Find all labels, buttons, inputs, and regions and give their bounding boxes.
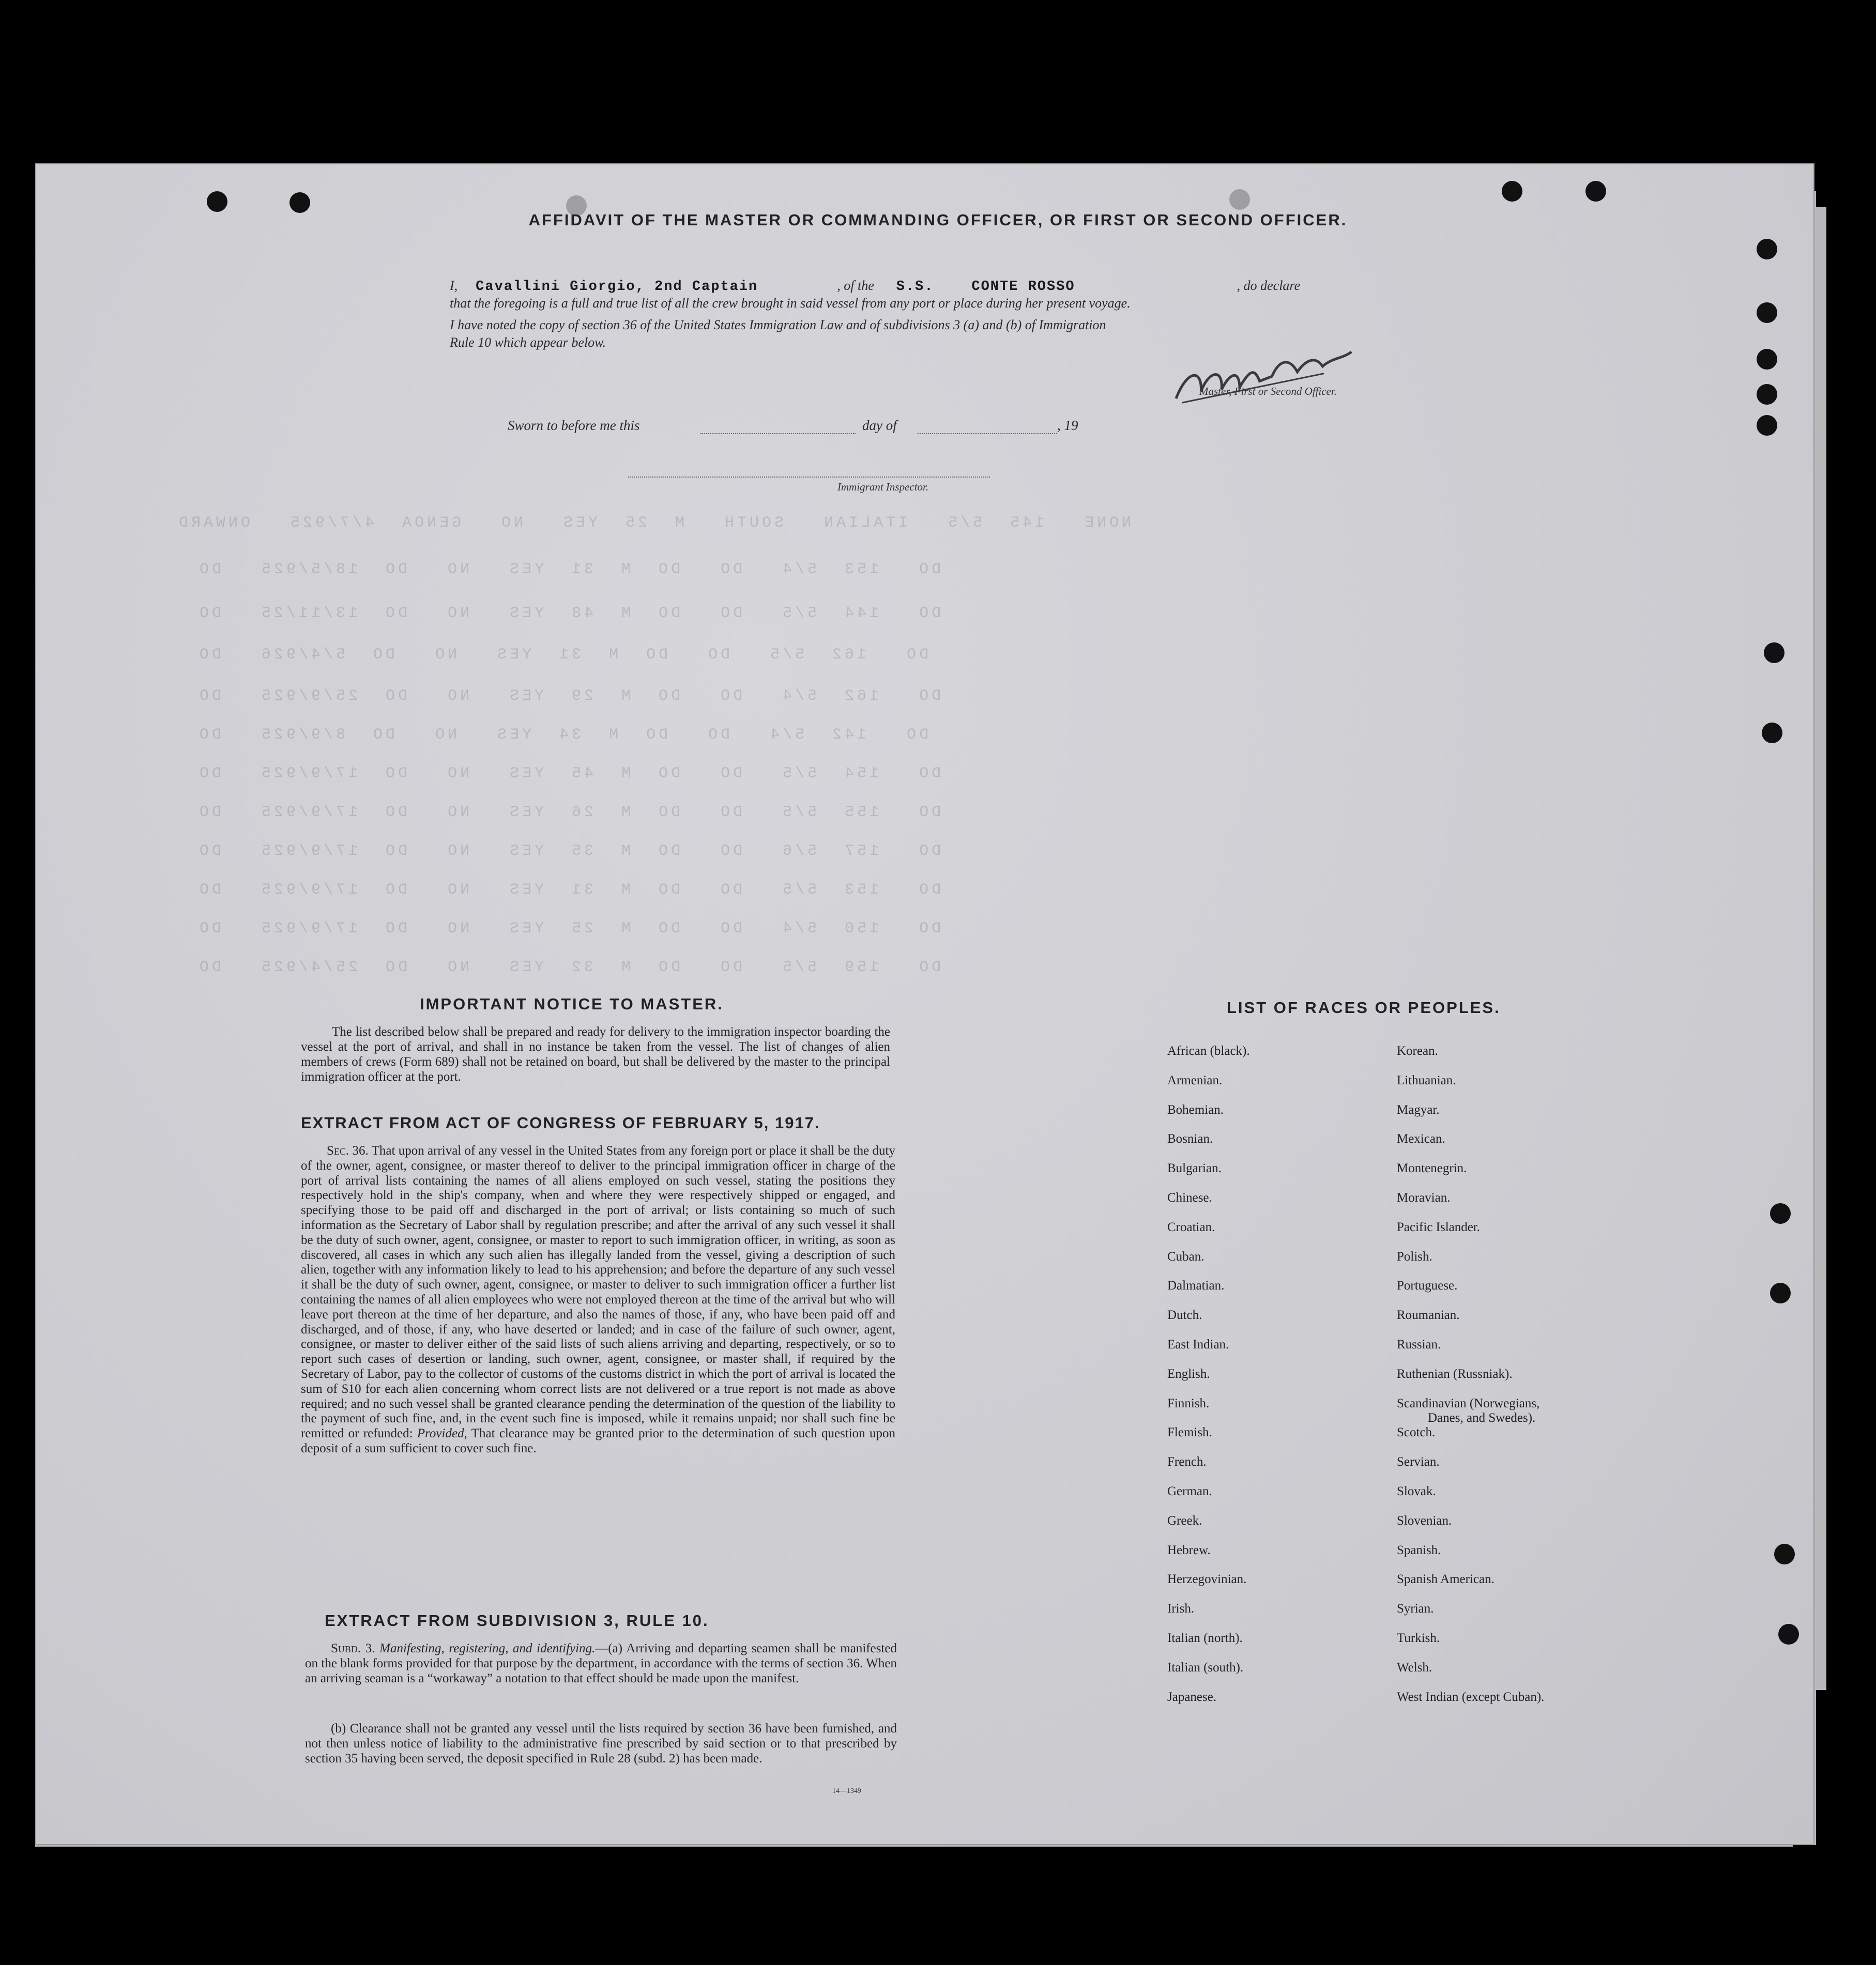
rule-text-a — [305, 1641, 897, 1686]
punch-hole — [1757, 415, 1777, 436]
affidavit-title: AFFIDAVIT OF THE MASTER OR COMMANDING OFFICER, OR FIRST OR SECOND OFFICER. — [528, 211, 1348, 229]
race-item: Cuban. — [1167, 1249, 1204, 1264]
race-item: Herzegovinian. — [1167, 1572, 1247, 1587]
punch-hole — [1770, 1283, 1791, 1303]
declaration-line-3: I have noted the copy of section 36 of the United States Immigration Law and of subdivisions 3 (a) and (b) of Immigration — [450, 317, 1106, 332]
provided-label: Provided, — [417, 1426, 467, 1441]
race-item: Flemish. — [1167, 1425, 1212, 1440]
punch-hole — [1764, 642, 1785, 663]
bleed-through-row: DO 142 5/4 DO DO M 34 YES NO DO 8/9/925 DO — [196, 726, 929, 744]
do-declare-label: , do declare — [1237, 278, 1301, 293]
punch-hole — [1770, 1203, 1791, 1224]
races-left-column — [1167, 1044, 1250, 1719]
race-item: African (black). — [1167, 1044, 1250, 1058]
bleed-through-row: DO 153 5/4 DO DO M 31 YES NO DO 18/5/925 DO — [196, 561, 941, 578]
punch-hole — [1757, 239, 1777, 259]
race-item: Lithuanian. — [1397, 1073, 1456, 1087]
race-item: French. — [1167, 1455, 1207, 1469]
race-item: Scandinavian (Norwegians, — [1397, 1396, 1540, 1410]
punch-hole — [1585, 181, 1606, 202]
officer-name: Cavallini Giorgio, 2nd Captain — [476, 279, 758, 295]
race-item: Magyar. — [1397, 1102, 1440, 1117]
i-prefix: I, — [450, 278, 458, 293]
form-code: 14—1349 — [832, 1787, 861, 1795]
affidavit-declaration — [450, 274, 1432, 355]
race-item: Moravian. — [1397, 1190, 1451, 1205]
punch-hole — [1229, 189, 1250, 210]
race-item: Syrian. — [1397, 1602, 1434, 1616]
race-item: Irish. — [1167, 1602, 1195, 1616]
bleed-through-row: DO 150 5/4 DO DO M 25 YES NO DO 17/9/925 DO — [196, 920, 941, 938]
race-item: Montenegrin. — [1397, 1161, 1467, 1176]
race-item: Greek. — [1167, 1513, 1202, 1528]
notice-text — [301, 1024, 890, 1084]
punch-hole — [1774, 1544, 1795, 1564]
race-item: Mexican. — [1397, 1132, 1445, 1146]
document-page — [35, 163, 1814, 1845]
race-item: West Indian (except Cuban). — [1397, 1690, 1545, 1704]
race-item: Pacific Islander. — [1397, 1220, 1481, 1234]
notice-body: The list described below shall be prepared and ready for delivery to the immigration inspector boarding the vessel at the port of arrival, and shall in no instance be taken from the vessel. The list of changes of alien members of crews (Form 689) shall not be retained on board, but shall be delivered by the master to the principal immigration officer at the port. — [301, 1025, 890, 1084]
rule-text-b — [305, 1721, 897, 1766]
race-item: German. — [1167, 1484, 1212, 1498]
subd-title: Manifesting, registering, and identifying. — [379, 1641, 596, 1655]
day-of-label: day of — [862, 418, 897, 433]
bleed-through-row: DO 155 5/5 DO DO M 26 YES NO DO 17/9/925 DO — [196, 804, 941, 821]
race-item: Scotch. — [1397, 1425, 1436, 1440]
race-item: Croatian. — [1167, 1220, 1215, 1234]
race-item: Turkish. — [1397, 1631, 1440, 1645]
race-item: East Indian. — [1167, 1337, 1229, 1352]
bleed-through-row: DO 154 5/5 DO DO M 45 YES NO DO 17/9/925 DO — [196, 765, 941, 782]
race-item: Korean. — [1397, 1044, 1438, 1058]
provided-text: That clearance may be granted prior to the determination of such question upon deposit of a sum sufficient to cover such fine. — [301, 1426, 895, 1455]
bleed-through-row: DO 157 5/6 DO DO M 35 YES NO DO 17/9/925 DO — [196, 842, 941, 860]
act-body: That upon arrival of any vessel in the United States from any foreign port or place it shall be the duty of the owner, agent, consignee, or master thereof to deliver to the principal immigration officer in charge of the port of arrival lists containing the names of all aliens employed on such vessel, stating the positions they respectively hold in the ship's company, when and where they were respectively shipped or engaged, and specifying those to be paid off and discharged in the port of arrival; or lists containing so much of such information as the Secretary of Labor shall by regulation prescribe; and after the arrival of any such vessel it shall be the duty of such owner, agent, consignee, or master to report to such immigration officer, in writing, as soon as discovered, all cases in which any such alien has illegally landed from the vessel, giving a description of such alien, together with any information likely to lead to his apprehension; and before the departure of any such vessel it shall be the duty of such owner, agent, consignee, or master to deliver to such immigration officer a further list containing the names of all alien employees who were not employed thereon at the time of the arrival but who will leave port thereon at the time of her departure, and also the names of those, if any, who have been paid off and discharged, and of those, if any, who have deserted or landed; and in case of the failure of such owner, agent, consignee, or master to deliver either of the said lists of such aliens arriving and departing, respectively, or so to report such cases of desertion or landing, such owner, agent, consignee, or master shall, if required by the Secretary of Labor, pay to the collector of customs of the customs district in which the port of arrival is located the sum of $10 for each alien concerning whom correct lists are not delivered or a true report is not made as above required; and no such vessel shall be granted clearance pending the determination of the question of the liability to the payment of such fine, and, in the event such fine is imposed, while it remains unpaid; nor shall such fine be remitted or refunded: — [301, 1144, 895, 1441]
notice-heading: IMPORTANT NOTICE TO MASTER. — [420, 995, 724, 1013]
punch-hole — [1778, 1624, 1799, 1645]
signature-caption: Master, First or Second Officer. — [1199, 385, 1337, 397]
sworn-day-line — [700, 433, 856, 434]
subd-label: Subd. 3. — [331, 1641, 375, 1655]
year-label: , 19 — [1057, 418, 1078, 433]
race-item: Dutch. — [1167, 1308, 1202, 1323]
rule-a-body: —(a) Arriving and departing seamen shall be manifested on the blank forms provided for that purpose by the department, in accordance with the terms of section 36. When an arriving seaman is a “workaway” a notation to that effect should be made upon the manifest. — [305, 1641, 897, 1685]
punch-hole — [1762, 723, 1782, 743]
race-item-continued: Danes, and Swedes). — [1428, 1411, 1536, 1425]
vessel-name: S.S. CONTE ROSSO — [896, 279, 1075, 295]
race-item: Russian. — [1397, 1337, 1441, 1352]
race-item: Bohemian. — [1167, 1102, 1224, 1117]
bleed-through-row: DO 159 5/5 DO DO M 32 YES NO DO 25/4/925 DO — [196, 959, 941, 976]
race-item: Ruthenian (Russniak). — [1397, 1367, 1513, 1381]
sworn-month-line — [918, 433, 1057, 434]
race-item: Servian. — [1397, 1455, 1440, 1469]
punch-hole — [207, 191, 227, 212]
punch-hole — [1757, 349, 1777, 370]
bleed-through-row: DO 153 5/5 DO DO M 31 YES NO DO 17/9/925 DO — [196, 881, 941, 899]
race-item: Armenian. — [1167, 1073, 1223, 1087]
rule-heading: EXTRACT FROM SUBDIVISION 3, RULE 10. — [325, 1611, 709, 1630]
punch-hole — [1757, 384, 1777, 405]
races-heading: LIST OF RACES OR PEOPLES. — [1227, 999, 1501, 1017]
race-item: Spanish American. — [1397, 1572, 1494, 1587]
race-item: Portuguese. — [1397, 1279, 1458, 1293]
declaration-line-2: that the foregoing is a full and true list of all the crew brought in said vessel from any port or place during her present voyage. — [450, 296, 1131, 311]
race-item: Italian (north). — [1167, 1631, 1243, 1645]
race-item: Bosnian. — [1167, 1132, 1213, 1146]
act-heading: EXTRACT FROM ACT OF CONGRESS OF FEBRUARY 5, 1917. — [301, 1114, 820, 1132]
bleed-through-row: DO 162 5/4 DO DO M 29 YES NO DO 25/9/925 DO — [196, 687, 941, 705]
punch-hole — [1502, 181, 1522, 202]
race-item: Spanish. — [1397, 1543, 1441, 1557]
inspector-signature-line — [628, 477, 990, 478]
sworn-label: Sworn to before me this — [508, 418, 640, 433]
punch-hole — [1757, 302, 1777, 323]
race-item: Dalmatian. — [1167, 1279, 1225, 1293]
race-item: Welsh. — [1397, 1660, 1432, 1675]
race-item: Bulgarian. — [1167, 1161, 1222, 1176]
race-item: Finnish. — [1167, 1396, 1210, 1410]
race-item: Roumanian. — [1397, 1308, 1460, 1323]
race-item: Polish. — [1397, 1249, 1432, 1264]
act-text — [301, 1144, 895, 1456]
punch-hole — [289, 192, 310, 213]
of-the-label: , of the — [837, 278, 874, 293]
rule-b-body: (b) Clearance shall not be granted any vessel until the lists required by section 36 have been furnished, and not then unless notice of liability to the administrative fine prescribed by said section or to that prescribed by section 35 having been served, the deposit specified in Rule 28 (subd. 2) has been made. — [305, 1722, 897, 1766]
declaration-line-4: Rule 10 which appear below. — [450, 335, 606, 350]
race-item: Italian (south). — [1167, 1660, 1244, 1675]
inspector-caption: Immigrant Inspector. — [837, 481, 929, 493]
section-label: Sec. 36. — [327, 1144, 369, 1158]
race-item: Slovenian. — [1397, 1513, 1452, 1528]
bleed-through-row: DO 162 5/5 DO DO M 31 YES NO DO 5/4/926 DO — [196, 646, 929, 664]
race-item: Japanese. — [1167, 1690, 1217, 1704]
races-right-column — [1397, 1044, 1544, 1719]
race-item: Slovak. — [1397, 1484, 1436, 1498]
race-item: Hebrew. — [1167, 1543, 1211, 1557]
bleed-through-row: NONE 145 5/5 ITALIAN SOUTH M 25 YES NO GENOA 4/7/925 ONWARD — [176, 514, 1132, 532]
bleed-through-row: DO 144 5/5 DO DO M 48 YES NO DO 13/11/25 DO — [196, 605, 941, 622]
race-item: Chinese. — [1167, 1190, 1212, 1205]
race-item: English. — [1167, 1367, 1210, 1381]
